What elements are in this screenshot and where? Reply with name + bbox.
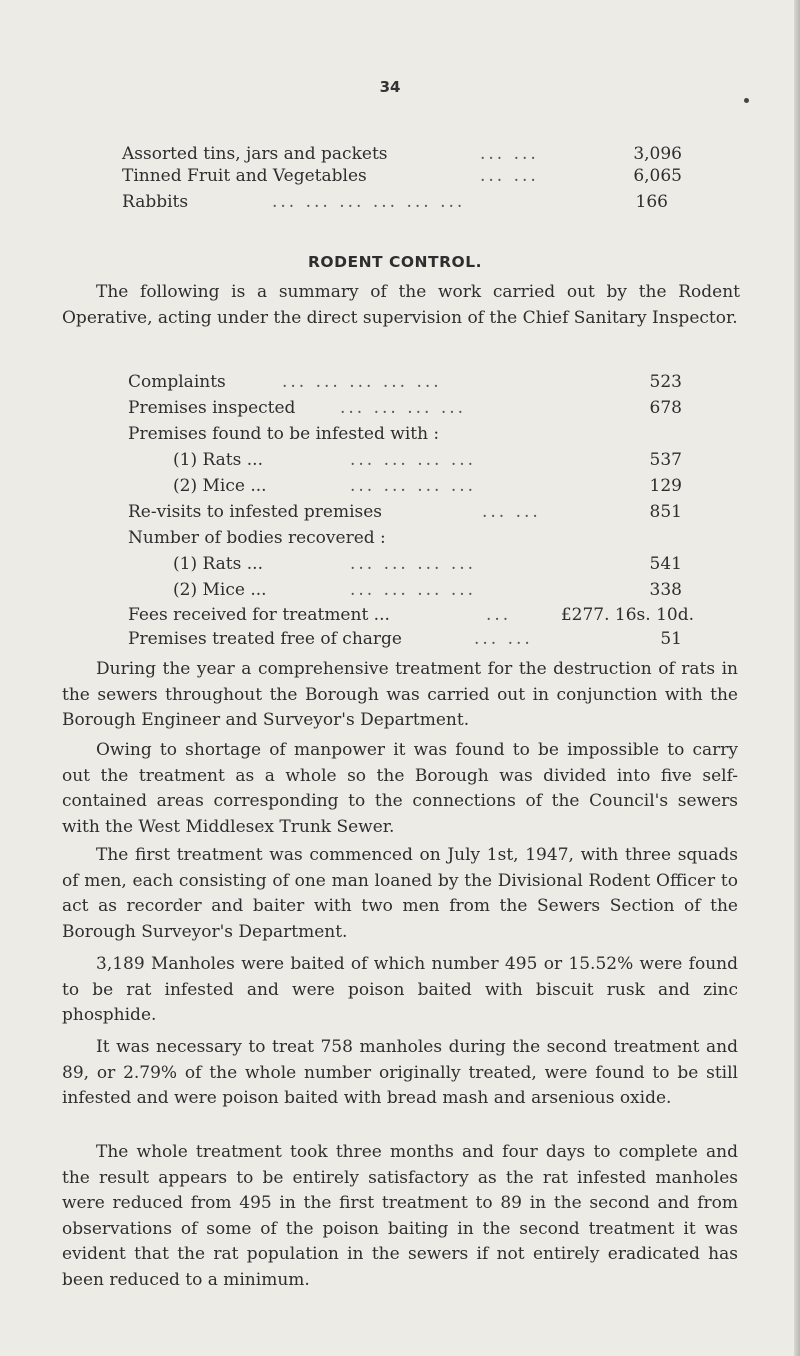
list-item [0,578,800,602]
list-item [0,370,800,394]
leader-dots: ... ... [474,629,533,649]
body-paragraph: The whole treatment took three months and four days to complete and the result appears to be entirely satisfactory as the rat infested manholes were reduced from 495 in the first treatment to 89 in the second and from observations of some of the poison baiting in the second treatment it was evident that the rat population in the sewers if not entirely eradicated has been reduced to a minimum. [62,1142,738,1290]
list-item [0,603,800,627]
list-item [0,142,800,166]
leader-dots: ... ... [482,502,541,522]
item-label: (2) Mice ... [173,580,267,600]
list-item [0,190,800,214]
list-item [0,164,800,188]
leader-dots: ... ... ... ... ... [282,372,442,392]
section-heading: RODENT CONTROL. [308,253,482,271]
item-value: 537 [649,450,682,470]
item-label: Re-visits to infested premises [128,502,383,522]
leader-dots: ... ... [480,144,539,164]
item-label: (1) Rats ... [173,554,263,574]
list-item [0,526,800,550]
body-paragraph: The first treatment was commenced on July 1st, 1947, with three squads of men, each consisting of one man loaned by the Divisional Rodent Officer to act as recorder and baiter with two men from the Sewers Section of the Borough Surveyor's Department. [62,845,738,942]
leader-dots: ... [486,605,512,625]
leader-dots: ... ... ... ... [340,398,467,418]
item-label: Rabbits [122,192,189,212]
page-number: 34 [379,78,401,96]
item-value: 541 [649,554,682,574]
item-label: Premises found to be infested with : [128,424,440,444]
leader-dots: ... ... ... ... [350,580,477,600]
item-value: £277. 16s. 10d. [560,605,694,625]
leader-dots: ... ... ... ... [350,450,477,470]
item-label: Assorted tins, jars and packets [122,144,388,164]
item-label: Complaints [128,372,226,392]
print-speck [744,98,749,103]
item-label: Tinned Fruit and Vegetables [122,166,367,186]
list-item [0,474,800,498]
item-value: 338 [649,580,682,600]
body-paragraph: It was necessary to treat 758 manholes during the second treatment and 89, or 2.79% of the whole number originally treated, were found to be still infested and were poison baited with bread mash and arsenious oxide. [62,1037,738,1108]
item-value: 166 [635,192,668,212]
item-label: Fees received for treatment ... [128,605,390,625]
list-item [0,552,800,576]
list-item [0,422,800,446]
item-value: 851 [649,502,682,522]
leader-dots: ... ... ... ... [350,476,477,496]
body-paragraph: Owing to shortage of manpower it was found to be impossible to carry out the treatment as a whole so the Borough was divided into five self-contained areas corresponding to the connections of the Council's sewers with the West Middlesex Trunk Sewer. [62,740,738,837]
item-value: 523 [649,372,682,392]
list-item [0,448,800,472]
leader-dots: ... ... ... ... ... ... [272,192,466,212]
item-value: 678 [649,398,682,418]
body-paragraph: 3,189 Manholes were baited of which number 495 or 15.52% were found to be rat infested and were poison baited with biscuit rusk and zinc phosphide. [62,954,738,1025]
item-value: 129 [649,476,682,496]
list-item [0,396,800,420]
item-label: (2) Mice ... [173,476,267,496]
item-label: Premises inspected [128,398,296,418]
intro-paragraph: The following is a summary of the work carried out by the Rodent Operative, acting under the direct supervision of the Chief Sanitary Inspector. [62,282,740,328]
leader-dots: ... ... ... ... [350,554,477,574]
item-label: Premises treated free of charge [128,629,402,649]
item-value: 51 [660,629,682,649]
list-item [0,627,800,651]
list-item [0,500,800,524]
item-value: 3,096 [633,144,682,164]
item-label: (1) Rats ... [173,450,263,470]
item-value: 6,065 [633,166,682,186]
body-paragraph: During the year a comprehensive treatment for the destruction of rats in the sewers throughout the Borough was carried out in conjunction with the Borough Engineer and Surveyor's Department. [62,659,738,730]
item-label: Number of bodies recovered : [128,528,386,548]
leader-dots: ... ... [480,166,539,186]
